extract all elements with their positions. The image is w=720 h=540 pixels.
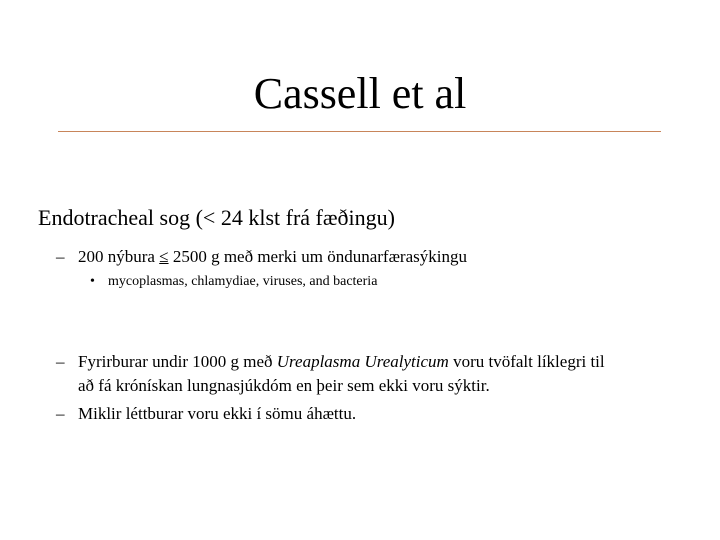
- sub-point-1-after: 2500 g með merki um öndunarfærasýkingu: [168, 247, 467, 266]
- sub-point-2-before: Fyrirburar undir 1000 g með: [78, 352, 277, 371]
- sub-point-2-after: voru tvöfalt líklegri til: [448, 352, 605, 371]
- sub-point-2: [56, 350, 706, 400]
- sub-point-3-text: Miklir léttburar voru ekki í sömu áhættu.: [78, 404, 357, 423]
- le-symbol: ≤: [159, 247, 169, 266]
- slide-title: Cassell et al: [253, 69, 467, 118]
- bullet-marker: •: [90, 274, 95, 289]
- sub-point-2-line-1: [78, 350, 605, 374]
- sub-point-1-text: [78, 245, 467, 269]
- sub-point-2-line-2: að fá krónískan lungnasjúkdóm en þeir sem ekki voru sýktir.: [78, 376, 490, 395]
- sub-point-1-detail-text: mycoplasmas, chlamydiae, viruses, and bacteria: [108, 274, 378, 289]
- dash-marker: –: [56, 352, 65, 371]
- main-point: Endotracheal sog (< 24 klst frá fæðingu): [38, 205, 395, 230]
- dash-marker: –: [56, 404, 65, 423]
- title-divider: [58, 131, 661, 132]
- dash-marker: –: [56, 247, 65, 266]
- sub-point-1-before: 200 nýbura: [78, 247, 160, 266]
- organism-name: Ureaplasma Urealyticum: [276, 352, 449, 371]
- sub-point-2-text: [78, 350, 605, 398]
